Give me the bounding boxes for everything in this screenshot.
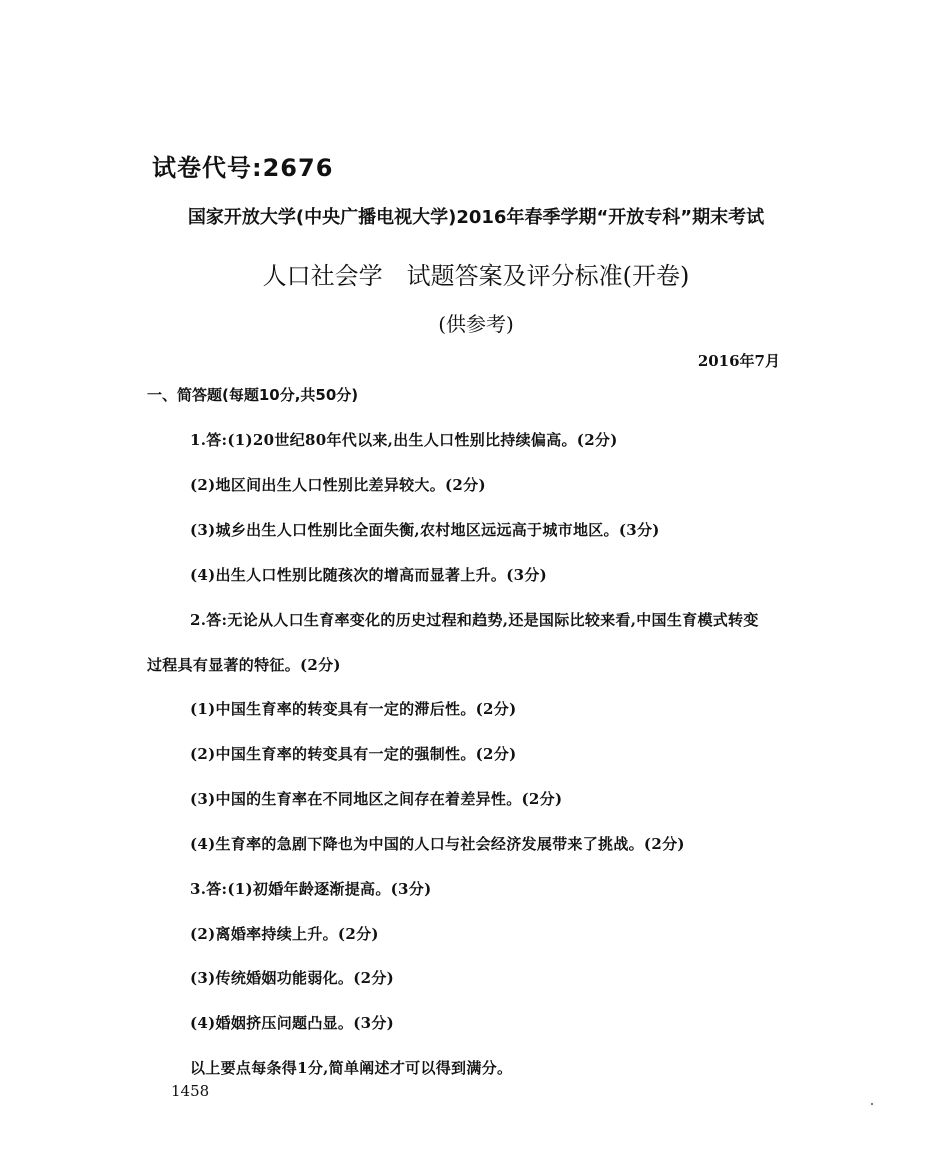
answer-line: 2.答:无论从人口生育率变化的历史过程和趋势,还是国际比较来看,中国生育模式转变 [190,611,759,629]
answer-line: 3.答:(1)初婚年龄逐渐提高。(3分) [190,880,432,898]
answer-line: (2)地区间出生人口性别比差异较大。(2分) [190,476,486,494]
answer-line: (2)离婚率持续上升。(2分) [190,925,379,943]
answer-line: 过程具有显著的特征。(2分) [147,656,341,674]
document-title: 人口社会学 试题答案及评分标准(开卷) [262,262,690,290]
answer-line: (2)中国生育率的转变具有一定的强制性。(2分) [190,745,517,763]
answer-line: (4)出生人口性别比随孩次的增高而显著上升。(3分) [190,566,548,584]
section-heading: 一、简答题(每题10分,共50分) [147,386,359,404]
exam-title: 国家开放大学(中央广播电视大学)2016年春季学期“开放专科”期末考试 [187,207,765,228]
scan-speck [871,1103,873,1105]
paper-code: 试卷代号:2676 [152,154,334,182]
answer-line: (4)婚姻挤压问题凸显。(3分) [190,1014,395,1032]
answer-line: (3)城乡出生人口性别比全面失衡,农村地区远远高于城市地区。(3分) [190,521,660,539]
answer-line: (1)中国生育率的转变具有一定的滞后性。(2分) [190,700,517,718]
answer-line: (3)中国的生育率在不同地区之间存在着差异性。(2分) [190,790,563,808]
exam-date: 2016年7月 [697,352,780,370]
reference-note: (供参考) [438,312,514,336]
answer-line: (4)生育率的急剧下降也为中国的人口与社会经济发展带来了挑战。(2分) [190,835,685,853]
answer-line: 以上要点每条得1分,简单阐述才可以得到满分。 [190,1059,513,1077]
answer-line: 1.答:(1)20世纪80年代以来,出生人口性别比持续偏高。(2分) [190,431,618,449]
page-number: 1458 [171,1082,210,1100]
answer-line: (3)传统婚姻功能弱化。(2分) [190,969,395,987]
